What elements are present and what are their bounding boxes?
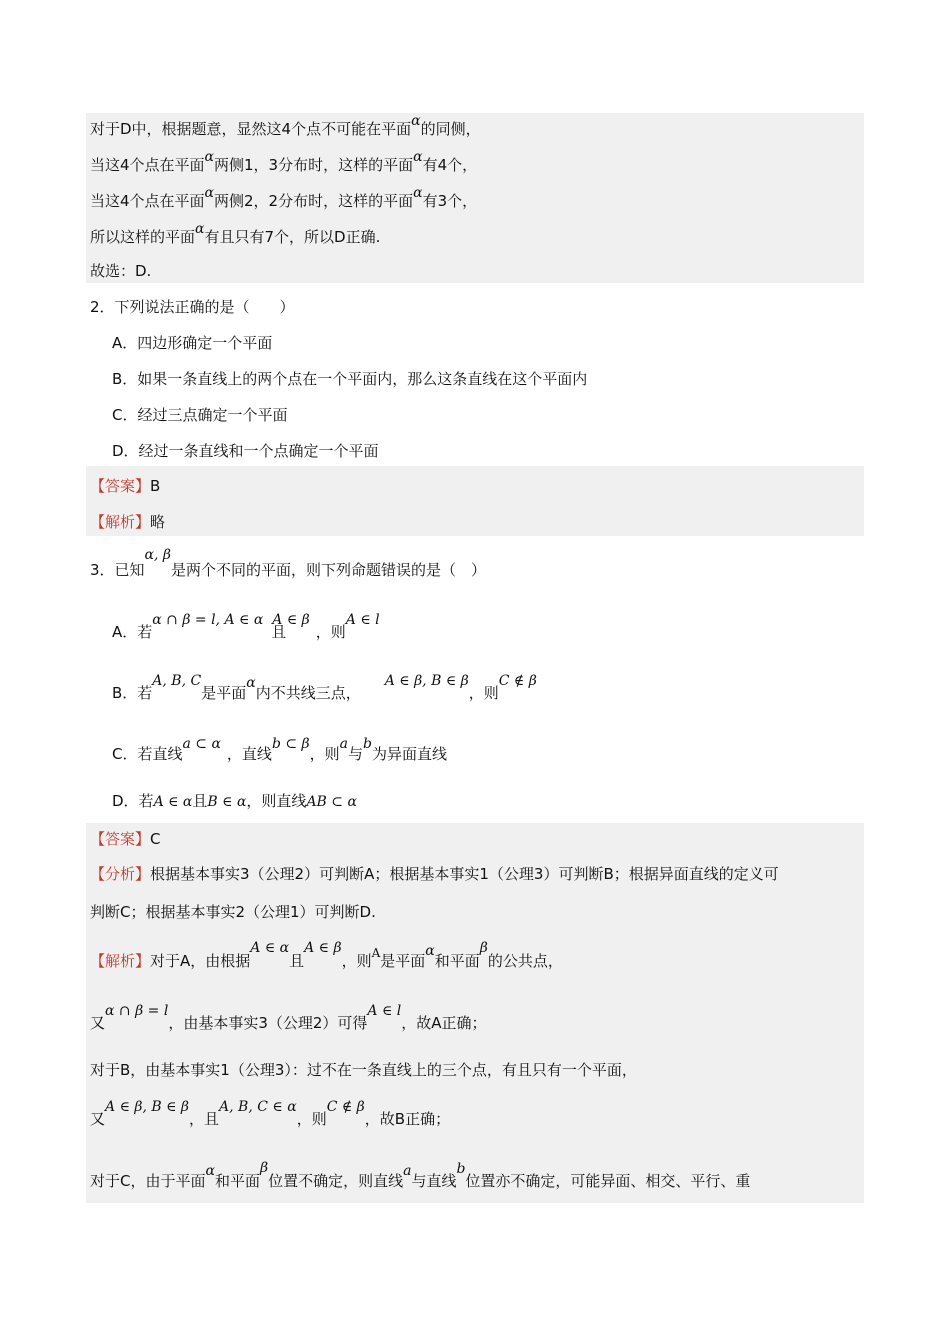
q1-solution-line-4: 所以这样的平面α有且只有7个，所以D正确. [90,221,381,246]
q3-stem: 3．已知α, β是两个不同的平面，则下列命题错误的是（ ） [90,547,487,579]
q3-jiexi-line-3: 对于B，由基本事实1（公理3）：过不在一条直线上的三个点，有且只有一个平面， [90,1061,637,1079]
q1-solution-line-1: 对于D中，根据题意，显然这4个点不可能在平面α的同侧， [90,113,481,138]
q2-answer-block [86,466,864,536]
q2-option-d: D．经过一条直线和一个点确定一个平面 [112,442,379,460]
q3-jiexi-line-1: 【解析】对于A，由根据A ∈ α且A ∈ β，则$^A$是平面α和平面β的公共点， [90,940,563,970]
q1-final-answer: 故选：D. [90,262,152,280]
q3-option-c: C．若直线a ⊂ α，直线b ⊂ β，则a与b为异面直线 [112,736,447,763]
q1-solution-line-2: 当这4个点在平面α两侧1，3分布时，这样的平面α有4个， [90,149,478,174]
q1-solution-line-3: 当这4个点在平面α两侧2，2分布时，这样的平面α有3个， [90,185,478,210]
q3-jiexi-line-4: 又A ∈ β, B ∈ β，且A, B, C ∈ α，则C ∉ β，故B正确； [90,1099,451,1128]
q2-option-a: A．四边形确定一个平面 [112,334,273,352]
q3-option-a: A．若α ∩ β = l, A ∈ α且A ∈ β，则A ∈ l [112,612,380,641]
q2-answer: 【答案】B [90,477,161,495]
q2-option-b: B．如果一条直线上的两个点在一个平面内，那么这条直线在这个平面内 [112,370,588,388]
q2-analysis: 【解析】略 [90,513,166,531]
q2-stem: 2．下列说法正确的是（ ） [90,298,295,316]
q3-jiexi-line-5: 对于C，由于平面α和平面β位置不确定，则直线a与直线b位置亦不确定，可能异面、相交、平行、重 [90,1160,751,1190]
q2-option-c: C．经过三点确定一个平面 [112,406,288,424]
q3-fenxi-line-2: 判断C；根据基本事实2（公理1）可判断D. [90,903,376,921]
q3-fenxi-line-1: 【分析】根据基本事实3（公理2）可判断A；根据基本事实1（公理3）可判断B；根据异面直线的定义可 [90,865,779,883]
q3-solution-block [86,823,864,1203]
q3-option-d: D．若A ∈ α且B ∈ α，则直线AB ⊂ α [112,792,357,810]
q3-answer: 【答案】C [90,830,161,848]
q3-option-b: B．若A, B, C是平面α内不共线三点，A ∈ β, B ∈ β，则C ∉ β [112,673,537,702]
solution-block-q1 [86,113,864,283]
q3-jiexi-line-2: 又α ∩ β = l，由基本事实3（公理2）可得A ∈ l，故A正确； [90,1003,487,1032]
